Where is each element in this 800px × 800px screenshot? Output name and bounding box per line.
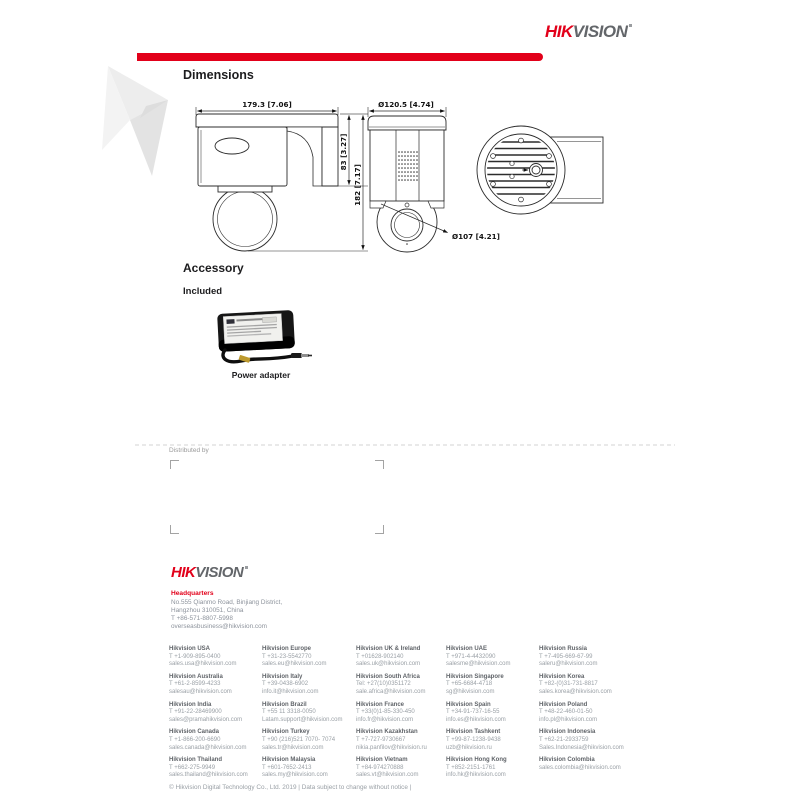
red-accent-bar	[137, 53, 543, 61]
logo-hik: HIK	[171, 564, 196, 581]
hq-address-line: No.555 Qianmo Road, Binjiang District,	[171, 599, 283, 606]
office-name: Hikvision France	[356, 701, 405, 708]
office-contact-line: info.it@hikvision.com	[262, 688, 319, 695]
office-entry	[262, 674, 356, 697]
office-contact-line: T +01628-902140	[356, 653, 404, 660]
logo-hik: HIK	[545, 22, 573, 41]
watermark-graphic	[100, 58, 190, 193]
office-contact-line: T +7-727-9730667	[356, 736, 406, 743]
office-name: Hikvision USA	[169, 646, 211, 652]
dim-height-total-label: 182 [7.17]	[353, 164, 362, 206]
office-contact-line: T +662-275-9949	[169, 764, 216, 771]
office-name: Hikvision UK & Ireland	[356, 646, 421, 652]
corner-mark-top-left	[170, 460, 179, 469]
office-name: Hikvision Tashkent	[446, 729, 501, 736]
office-contact-line: info.pl@hikvision.com	[539, 716, 598, 723]
offices-grid	[169, 646, 624, 785]
office-contact-line: sales.usa@hikvision.com	[169, 661, 237, 668]
office-entry	[356, 702, 446, 725]
office-entry	[262, 702, 356, 725]
office-contact-line: info.fr@hikvision.com	[356, 716, 414, 723]
office-column	[262, 646, 356, 785]
headquarters-block	[171, 590, 282, 631]
power-adapter-image	[205, 298, 317, 370]
office-name: Hikvision India	[169, 701, 212, 708]
office-contact-line: sales.thailand@hikvision.com	[169, 772, 248, 779]
dim-diameter-body-label: Ø120.5 [4.74]	[378, 100, 434, 109]
office-name: Hikvision Australia	[169, 673, 223, 680]
hikvision-footer-logo	[171, 564, 248, 581]
office-contact-line: T +55 11 3318-0050	[262, 709, 316, 716]
office-contact-line: sales.canada@hikvision.com	[169, 744, 247, 751]
office-contact-line: sales.tr@hikvision.com	[262, 744, 324, 751]
office-contact-line: uzb@hikvision.ru	[446, 744, 492, 751]
office-contact-line: T +90 (216)521 7070- 7074	[262, 736, 336, 743]
office-contact-line: T +84-974270888	[356, 764, 404, 771]
office-name: Hikvision Malaysia	[262, 757, 316, 764]
office-contact-line: T +65-6684-4718	[446, 681, 493, 688]
office-contact-line: Tel: +27(10)0351172	[356, 681, 411, 688]
office-name: Hikvision Spain	[446, 701, 491, 708]
office-contact-line: salesau@hikvision.com	[169, 688, 232, 695]
page-break-artifact	[135, 444, 675, 446]
included-subheading: Included	[183, 286, 223, 297]
office-name: Hikvision South Africa	[356, 673, 420, 680]
office-contact-line: sales.colombia@hikvision.com	[539, 764, 621, 771]
office-entry	[169, 729, 262, 752]
office-contact-line: T +971-4-4432090	[446, 653, 496, 660]
dim-width-label: 179.3 [7.06]	[242, 100, 292, 109]
hq-phone: T +86-571-8807-5998	[171, 615, 233, 622]
office-contact-line: Latam.support@hikvision.com	[262, 716, 343, 723]
office-name: Hikvision Thailand	[169, 757, 223, 764]
office-entry	[539, 674, 624, 697]
distributed-by-label: Distributed by	[169, 447, 209, 454]
dim-height-top-label: 83 [3.27]	[339, 133, 348, 171]
corner-mark-top-right	[375, 460, 384, 469]
trademark-icon	[245, 566, 248, 569]
office-contact-line: T +1-866-200-6690	[169, 736, 221, 743]
office-name: Hikvision Turkey	[262, 729, 310, 736]
hq-address-line: Hangzhou 310051, China	[171, 607, 244, 614]
office-contact-line: T +33(0)1-85-330-450	[356, 709, 415, 716]
office-entry	[262, 757, 356, 780]
office-contact-line: sales.vt@hikvision.com	[356, 772, 419, 779]
office-name: Hikvision Singapore	[446, 673, 504, 680]
office-contact-line: T +601-7652-2413	[262, 764, 312, 771]
hikvision-logo	[545, 22, 632, 42]
hq-email: overseasbusiness@hikvision.com	[171, 623, 267, 630]
office-contact-line: T +39-0438-6902	[262, 681, 309, 688]
headquarters-title: Headquarters	[171, 590, 214, 597]
office-name: Hikvision Brazil	[262, 701, 307, 708]
office-contact-line: T +82-(0)31-731-8817	[539, 681, 598, 688]
logo-vision: VISION	[572, 22, 628, 41]
office-entry	[539, 757, 624, 772]
office-name: Hikvision Europe	[262, 646, 312, 652]
office-name: Hikvision Italy	[262, 673, 303, 680]
office-contact-line: saleru@hikvision.com	[539, 661, 598, 668]
office-entry	[446, 674, 539, 697]
office-entry	[356, 646, 446, 669]
office-entry	[446, 757, 539, 780]
dimensions-heading: Dimensions	[183, 68, 254, 82]
office-contact-line: T +99-87-1238-9438	[446, 736, 501, 743]
office-entry	[169, 757, 262, 780]
office-entry	[539, 646, 624, 669]
office-name: Hikvision Canada	[169, 729, 220, 736]
office-contact-line: nikia.panfilov@hikvision.ru	[356, 744, 427, 751]
office-entry	[446, 646, 539, 669]
office-contact-line: T +61-2-8599-4233	[169, 681, 221, 688]
office-column	[539, 646, 624, 785]
office-contact-line: T +852-2151-1761	[446, 764, 496, 771]
office-contact-line: T +7-495-669-67-99	[539, 653, 593, 660]
office-contact-line: salesme@hikvision.com	[446, 661, 511, 668]
office-contact-line: sales.korea@hikvision.com	[539, 688, 612, 695]
office-contact-line: sales.uk@hikvision.com	[356, 661, 421, 668]
office-name: Hikvision Colombia	[539, 757, 595, 764]
office-name: Hikvision Hong Kong	[446, 757, 507, 764]
office-contact-line: info.hk@hikvision.com	[446, 772, 506, 779]
copyright-line: © Hikvision Digital Technology Co., Ltd. 2019 | Data subject to change without notice |	[169, 784, 412, 791]
office-contact-line: T +62-21-2933759	[539, 736, 589, 743]
office-name: Hikvision Poland	[539, 701, 588, 708]
power-adapter-caption: Power adapter	[231, 370, 291, 380]
office-entry	[356, 674, 446, 697]
office-contact-line: info.es@hikvision.com	[446, 716, 506, 723]
office-name: Hikvision Vietnam	[356, 757, 408, 764]
corner-mark-bottom-right	[375, 525, 384, 534]
dim-diameter-dome-label: Ø107 [4.21]	[452, 232, 500, 241]
office-entry	[169, 646, 262, 669]
accessory-heading: Accessory	[183, 261, 244, 275]
office-contact-line: T +34-91-737-16-55	[446, 709, 500, 716]
office-contact-line: T +91-22-28469900	[169, 709, 222, 716]
office-name: Hikvision Indonesia	[539, 729, 596, 736]
office-column	[446, 646, 539, 785]
distributor-stamp-area	[170, 460, 384, 534]
office-contact-line: Sales.Indonesia@hikvision.com	[539, 744, 624, 751]
office-entry	[262, 729, 356, 752]
office-name: Hikvision Russia	[539, 646, 588, 652]
office-name: Hikvision UAE	[446, 646, 488, 652]
office-contact-line: sales@pramahikvision.com	[169, 716, 243, 723]
office-entry	[356, 757, 446, 780]
office-contact-line: sales.my@hikvision.com	[262, 772, 328, 779]
office-contact-line: T +48-22-460-01-50	[539, 709, 593, 716]
office-entry	[169, 674, 262, 697]
office-name: Hikvision Korea	[539, 673, 585, 680]
dimension-drawings	[190, 96, 620, 260]
office-name: Hikvision Kazakhstan	[356, 729, 418, 736]
office-entry	[262, 646, 356, 669]
office-contact-line: T +1-909-895-0400	[169, 653, 221, 660]
corner-mark-bottom-left	[170, 525, 179, 534]
logo-vision: VISION	[195, 564, 244, 581]
office-column	[169, 646, 262, 785]
trademark-icon	[629, 24, 632, 27]
office-entry	[539, 702, 624, 725]
office-column	[356, 646, 446, 785]
office-entry	[169, 702, 262, 725]
office-entry	[446, 729, 539, 752]
office-entry	[539, 729, 624, 752]
office-contact-line: sg@hikvision.com	[446, 688, 495, 695]
office-contact-line: sale.africa@hikvision.com	[356, 688, 426, 695]
office-entry	[446, 702, 539, 725]
office-entry	[356, 729, 446, 752]
office-contact-line: T +31-23-5542770	[262, 653, 312, 660]
office-contact-line: sales.eu@hikvision.com	[262, 661, 327, 668]
